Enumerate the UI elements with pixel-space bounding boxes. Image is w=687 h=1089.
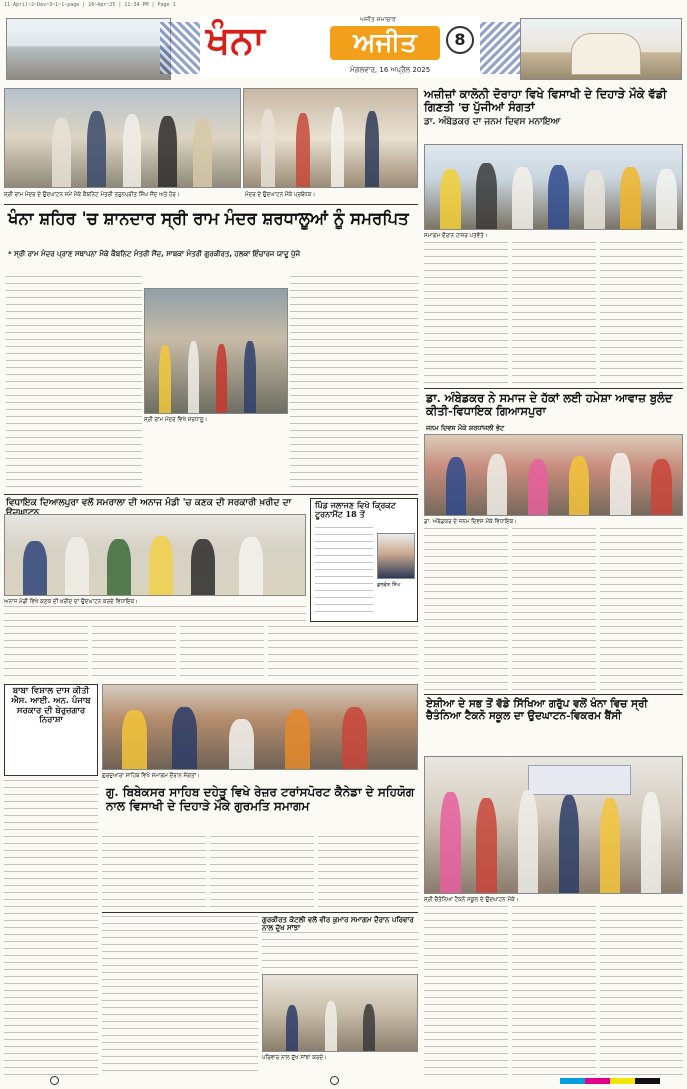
grain-caption: ਅਨਾਜ ਮੰਡੀ ਵਿਖੇ ਕਣਕ ਦੀ ਖ਼ਰੀਦ ਦਾ ਉਦਘਾਟਨ ਕਰਦੇ ਵਿਧਾਇਕ।	[4, 599, 138, 605]
registration-mark	[330, 1076, 339, 1085]
city-name: ਖੰਨਾ	[206, 18, 265, 62]
gurmat-col3	[318, 836, 418, 908]
figure	[158, 116, 177, 187]
figure	[229, 719, 254, 769]
main-story-photo	[144, 288, 288, 414]
top-photo-left	[4, 88, 241, 188]
ambedkar-col3	[600, 528, 683, 692]
figure	[52, 118, 71, 187]
divider	[102, 912, 418, 913]
figure	[518, 790, 539, 893]
gurmat-caption: ਗੁਰਦੁਆਰਾ ਸਾਹਿਬ ਵਿਖੇ ਸਮਾਗਮ ਦੌਰਾਨ ਸੰਗਤਾਂ।	[102, 773, 200, 779]
figure	[193, 118, 212, 187]
figure	[365, 111, 379, 187]
figure	[610, 453, 631, 515]
top-photo-mid	[243, 88, 418, 188]
ambedkar-subhead: ਜਨਮ ਦਿਵਸ ਮੌਕੇ ਸ਼ਰਧਾਂਜਲੀ ਭੇਟ	[426, 424, 505, 432]
top-photo-caption-right: ਮੰਦਰ ਦੇ ਉਦਘਾਟਨ ਮੌਕੇ ਪ੍ਰਬੰਧਕ।	[245, 192, 316, 198]
figure	[188, 341, 199, 413]
ambedkar-headline: ਡਾ. ਅੰਬੇਡਕਰ ਨੇ ਸਮਾਜ ਦੇ ਹੱਕਾਂ ਲਈ ਹਮੇਸ਼ਾ ਆਵਾਜ਼ ਬੁਲੰਦ ਕੀਤੀ-ਵਿਧਾਇਕ ਗਿਆਸਪੁਰਾ	[426, 391, 673, 419]
right-col-a	[424, 242, 508, 388]
figure	[651, 459, 672, 515]
figure	[363, 1004, 375, 1051]
masthead-title-block	[200, 16, 480, 78]
figure	[65, 537, 89, 595]
temple-shape	[571, 33, 641, 75]
color-bar	[560, 1078, 660, 1084]
gurmat-col2	[210, 836, 314, 908]
bottom-mid-caption: ਪਰਿਵਾਰ ਨਾਲ ਦੁੱਖ ਸਾਂਝਾ ਕਰਦੇ।	[262, 1055, 327, 1061]
figure	[87, 111, 106, 187]
main-subhead: * ਸ੍ਰੀ ਰਾਮ ਮੰਦਰ ਪ੍ਰਾਣ ਸਥਾਪਨਾ ਮੌਕੇ ਕੈਬਨਿਟ ਮੰਤਰੀ ਸੌਂਦ, ਸਾਬਕਾ ਮੰਤਰੀ ਗੁਰਕੀਰਤ, ਹਲਕਾ ਇੰਚਾਰਜ ਯਾਦੂ ਪੁੱਜੇ	[8, 250, 301, 258]
subhead: ਡਾ. ਅੰਬੇਡਕਰ ਦਾ ਜਨਮ ਦਿਵਸ ਮਨਾਇਆ	[424, 117, 561, 128]
figure	[641, 792, 662, 893]
figure	[325, 1001, 337, 1051]
mid-col-a	[4, 626, 88, 682]
figure	[342, 707, 367, 769]
figure	[149, 536, 173, 595]
masthead-ornament	[160, 22, 200, 74]
right-top-caption: ਸਮਾਗਮ ਦੌਰਾਨ ਹਾਜ਼ਰ ਪਤਵੰਤੇ।	[424, 233, 488, 239]
sidebar-headline: ਬਾਬਾ ਵਿਸ਼ਾਲ ਦਾਸ ਕੀਤੀ ਐਸ. ਆਈ. ਅਨ. ਪੰਜਾਬ ਸਰਕਾਰ ਦੀ ਬੇਰੁਜ਼ਗਾਰ ਨਿਰਾਸ਼ਾ	[11, 686, 91, 726]
figure	[244, 341, 255, 413]
masthead-right-image	[520, 18, 682, 80]
masthead-ornament	[480, 22, 520, 74]
bottom-mid-headline: ਗੁਰਕੀਰਤ ਕੋਟਲੀ ਵਲੋਂ ਵੀਰ ਕੁਮਾਰ ਸਮਾਗਮ ਦੌਰਾਨ ਪਰਿਵਾਰ ਨਾਲ ਦੁੱਖ ਸਾਂਝਾ	[262, 915, 414, 933]
figure	[476, 798, 497, 893]
cricket-headline: ਪਿੰਡ ਜਲਾਜਣ ਵਿਖੇ ਕ੍ਰਿਕਟ ਟੂਰਨਾਮੈਂਟ 18 ਤੋਂ	[315, 500, 396, 520]
top-photo-caption: ਸ੍ਰੀ ਰਾਮ ਮੰਦਰ ਦੇ ਉਦਘਾਟਨ ਸਮੇਂ ਮੌਕੇ ਕੈਬਨਿਟ ਮੰਤਰੀ ਤਰੁਨਪ੍ਰੀਤ ਸਿੰਘ ਸੌਂਦ ਅਤੇ ਹੋਰ।	[4, 192, 180, 198]
figure	[584, 170, 605, 229]
cricket-portrait	[377, 533, 415, 579]
masthead	[0, 12, 687, 84]
figure	[159, 345, 170, 413]
ambedkar-col2	[512, 528, 596, 692]
cricket-portrait-caption: ਕੁਲਵੰਤ ਸਿੰਘ	[377, 582, 401, 588]
figure	[191, 539, 215, 595]
cricket-box	[310, 498, 418, 622]
school-banner	[528, 765, 631, 795]
ambedkar-col1	[424, 528, 508, 692]
figure	[23, 541, 47, 595]
gurmat-col1	[102, 836, 206, 908]
figure	[285, 709, 310, 769]
page-number: 8	[446, 26, 474, 54]
figure	[440, 792, 461, 893]
mid-col-b	[92, 626, 176, 682]
bottom-mid-col-right	[262, 932, 418, 972]
right-col-c	[600, 242, 683, 388]
figure	[172, 707, 197, 769]
right-col-b	[512, 242, 596, 388]
figure	[261, 109, 275, 187]
figure	[123, 114, 142, 187]
figure	[569, 456, 590, 515]
figure	[440, 169, 461, 229]
main-story-col2	[290, 276, 418, 490]
figure	[600, 798, 621, 893]
page-slug: 11-April~2~Dev~3~1~1-page | 16~Apr~25 | 11:34 PM | Page 1	[4, 2, 176, 8]
right-top-photo	[424, 144, 683, 230]
divider	[4, 494, 418, 495]
mid-col-c	[180, 626, 264, 682]
figure	[216, 344, 227, 413]
headline: ਅਜ਼ੀਜ਼ਾਂ ਕਾਲੋਨੀ ਦੋਰਾਹਾ ਵਿਖੇ ਵਿਸਾਖੀ ਦੇ ਦਿਹਾੜੇ ਮੌਕੇ ਵੱਡੀ ਗਿਣਤੀ 'ਚ ਪੁੱਜੀਆਂ ਸੰਗਤਾਂ	[424, 87, 667, 115]
main-headline: ਖੰਨਾ ਸ਼ਹਿਰ 'ਚ ਸ਼ਾਨਦਾਰ ਸ੍ਰੀ ਰਾਮ ਮੰਦਰ ਸ਼ਰਧਾਲੂਆਂ ਨੂੰ ਸਮਰਪਿਤ	[8, 209, 409, 228]
figure	[107, 539, 131, 595]
figure	[476, 163, 497, 229]
school-headline: ਏਸ਼ੀਆ ਦੇ ਸਭ ਤੋਂ ਵੱਡੇ ਸਿੱਖਿਆ ਗਰੁੱਪ ਵਲੋਂ ਖੰਨਾ ਵਿਚ ਸ੍ਰੀ ਚੈਤੰਨਿਆ ਟੈਕਨੋ ਸਕੂਲ ਦਾ ਉਦਘਾਟਨ-ਵਿਕਰਮ ਬੈਂਸੀ	[426, 698, 648, 723]
registration-mark	[50, 1076, 59, 1085]
figure	[656, 169, 677, 229]
gurmat-photo	[102, 684, 418, 770]
mid-col-d	[268, 626, 418, 682]
paper-name: ਅਜੀਤ	[330, 26, 440, 60]
figure	[239, 537, 263, 595]
divider	[4, 204, 418, 205]
school-col2	[512, 906, 596, 1076]
gurmat-headline: ਗੁ. ਬਿਬੇਕਸਰ ਸਾਹਿਬ ਦਹੇੜੂ ਵਿਖੇ ਰੇਜ਼ਰ ਟਰਾਂਸਪੋਰਟ ਕੈਨੇਡਾ ਦੇ ਸਹਿਯੋਗ ਨਾਲ ਵਿਸਾਖੀ ਦੇ ਦਿਹਾੜੇ ਮੌਕੇ ਗੁਰਮਤਿ ਸਮਾਗਮ	[106, 785, 415, 813]
sidebar-text	[4, 780, 98, 1076]
figure	[296, 113, 310, 187]
school-col1	[424, 906, 508, 1076]
grain-headline: ਵਿਧਾਇਕ ਦਿਆਲਪੁਰਾ ਵਲੋਂ ਸਮਰਾਲਾ ਦੀ ਅਨਾਜ ਮੰਡੀ 'ਚ ਕਣਕ ਦੀ ਸਰਕਾਰੀ ਖ਼ਰੀਦ ਦਾ	[6, 498, 292, 508]
divider	[424, 388, 683, 389]
bottom-mid-col-left	[102, 916, 258, 1076]
ambedkar-caption: ਡਾ. ਅੰਬੇਡਕਰ ਦੇ ਜਨਮ ਦਿਵਸ ਮੌਕੇ ਵਿਧਾਇਕ।	[424, 519, 517, 525]
main-photo-caption: ਸ੍ਰੀ ਰਾਮ ਮੰਦਰ ਵਿਖੇ ਸ਼ਰਧਾਲੂ।	[144, 417, 208, 423]
figure	[528, 459, 549, 515]
figure	[122, 710, 147, 769]
figure	[548, 165, 569, 229]
figure	[331, 107, 345, 187]
school-photo	[424, 756, 683, 894]
issue-date: ਮੰਗਲਵਾਰ, 16 ਅਪ੍ਰੈਲ 2025	[350, 66, 431, 74]
grain-photo	[4, 514, 306, 596]
cricket-text	[315, 527, 373, 617]
ambedkar-photo	[424, 434, 683, 516]
figure	[512, 167, 533, 229]
figure	[487, 454, 508, 515]
figure	[559, 795, 580, 893]
bottom-mid-photo	[262, 974, 418, 1052]
school-caption: ਸ੍ਰੀ ਚੈਤੰਨਿਆ ਟੈਕਨੋ ਸਕੂਲ ਦੇ ਉਦਘਾਟਨ ਮੌਕੇ।	[424, 897, 519, 903]
main-story-col1	[6, 276, 142, 490]
masthead-left-image	[6, 18, 171, 80]
figure	[286, 1005, 298, 1051]
grain-text	[4, 606, 306, 622]
paper-tagline: ਅਜੀਤ ਸਮਾਚਾਰ	[360, 16, 396, 23]
school-col3	[600, 906, 683, 1076]
sidebar-box	[4, 684, 98, 776]
figure	[620, 167, 641, 229]
divider	[424, 694, 683, 695]
figure	[446, 457, 467, 515]
